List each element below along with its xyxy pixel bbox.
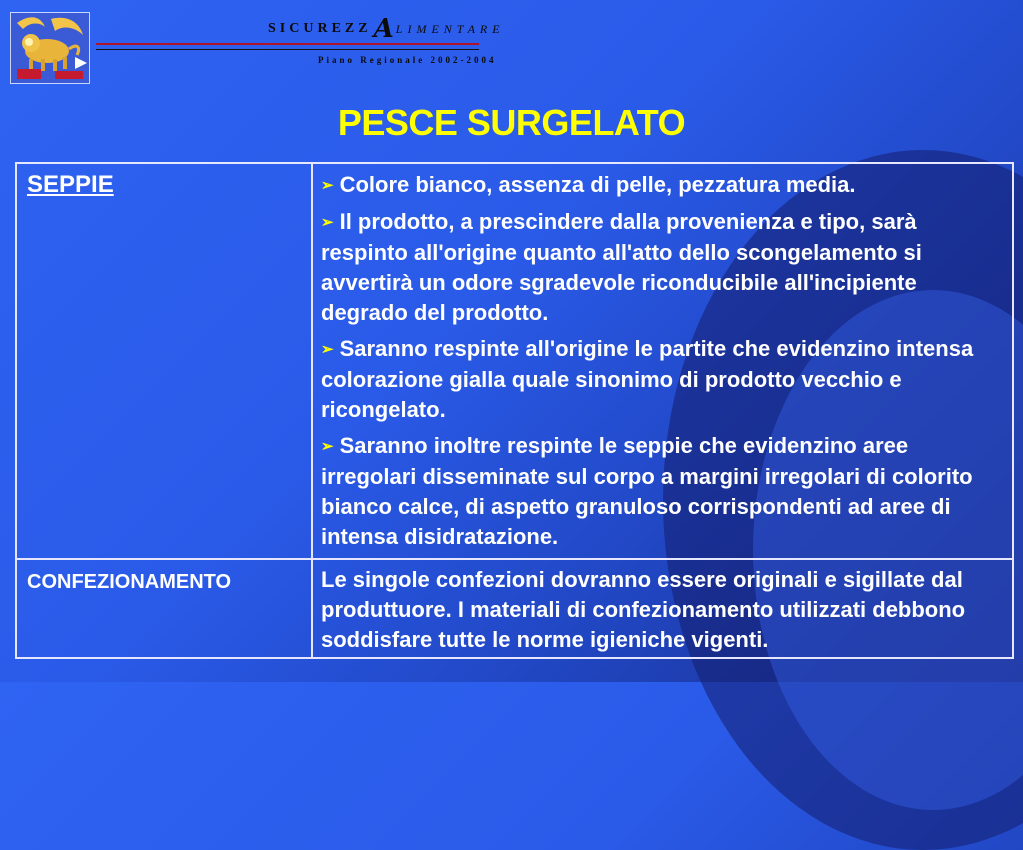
brand-letter: A	[373, 14, 394, 44]
row-label-cell	[16, 559, 312, 658]
arrow-bullet-icon: ➢	[321, 438, 334, 455]
brand-wordmark	[268, 14, 505, 44]
arrow-bullet-icon: ➢	[321, 341, 334, 358]
content-table	[15, 162, 1014, 659]
row-label-seppie: SEPPIE	[27, 171, 114, 198]
arrow-bullet-icon: ➢	[321, 214, 334, 231]
row-text-cell	[312, 163, 1013, 559]
row-text: Le singole confezioni dovranno essere originali e sigillate dal produttuore. I materiali di confezionamento utilizzati debbono soddisfare tutte le norme igieniche vigenti.	[321, 567, 966, 652]
bullet-text: Saranno respinte all'origine le partite che evidenzino intensa colorazione gialla quale sinonimo di prodotto vecchio e ricongelato.	[321, 336, 974, 422]
row-text-cell	[312, 559, 1013, 658]
bullet-text: Colore bianco, assenza di pelle, pezzatura media.	[339, 172, 856, 197]
brand-part2: LIMENTARE	[395, 21, 505, 36]
bullet-text: Il prodotto, a prescindere dalla provenienza e tipo, sarà respinto all'origine quanto all'atto dello scongelamento si avvertirà un odore sgradevole riconducibile all'incipiente degrado del prodotto.	[321, 209, 922, 325]
header-subtitle: Piano Regionale 2002-2004	[318, 55, 497, 65]
row-label-confezionamento: CONFEZIONAMENTO	[27, 571, 232, 593]
table-row-confezionamento	[16, 559, 1013, 658]
header-divider	[96, 43, 479, 50]
bullet-item	[321, 170, 1002, 201]
bullet-item	[321, 431, 1002, 552]
bullet-item	[321, 334, 1002, 425]
table-row-seppie	[16, 163, 1013, 559]
page-title: PESCE SURGELATO	[337, 102, 686, 143]
row-label-cell	[16, 163, 312, 559]
lion-of-saint-mark-logo-icon	[10, 12, 90, 84]
arrow-bullet-icon: ➢	[321, 177, 334, 194]
bullet-text: Saranno inoltre respinte le seppie che evidenzino aree irregolari disseminate sul corpo a margini irregolari di colorito bianco calce, di aspetto granuloso corrispondenti ad aree di intensa disidratazione.	[321, 433, 973, 549]
bullet-item	[321, 207, 1002, 328]
brand-part1: SICUREZZ	[268, 21, 372, 36]
